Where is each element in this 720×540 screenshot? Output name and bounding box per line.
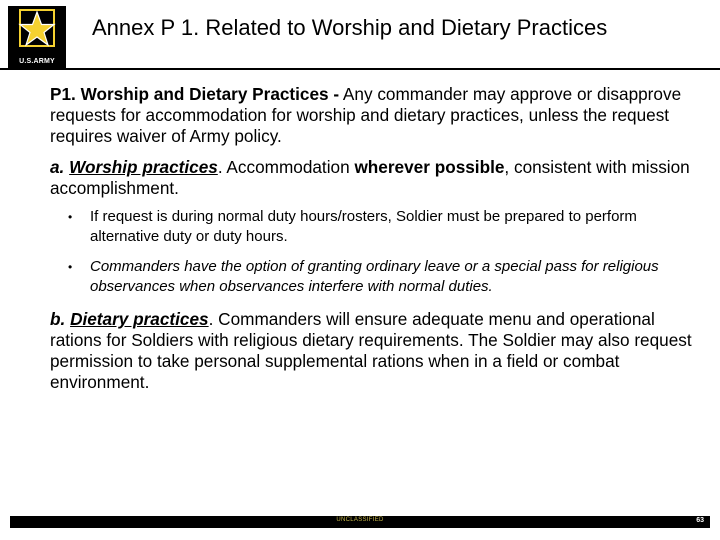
list-item <box>68 257 700 297</box>
bullet-text: If request is during normal duty hours/rosters, Soldier must be prepared to perform alternative duty or duty hours. <box>90 208 637 245</box>
bullet-icon: • <box>68 210 73 224</box>
slide-title: Annex P 1. Related to Worship and Dietary Practices <box>92 15 608 40</box>
section-b-paragraph <box>50 309 700 393</box>
title-divider <box>0 68 720 70</box>
footer-bar <box>10 516 710 528</box>
bullet-icon: • <box>68 260 73 274</box>
list-item <box>68 207 700 247</box>
section-a-label: a. <box>50 157 65 177</box>
section-a-bold: wherever possible <box>354 157 505 177</box>
bullet-text: Commanders have the option of granting ordinary leave or a special pass for religious observances when observances interfere with normal duties. <box>90 258 659 295</box>
section-a-text-1: . Accommodation <box>217 157 355 177</box>
section-a-paragraph <box>50 157 700 199</box>
section-b-heading: Dietary practices <box>70 309 209 329</box>
section-a-bullets <box>68 207 700 297</box>
section-b-label: b. <box>50 309 66 329</box>
section-a-heading: Worship practices <box>69 157 218 177</box>
intro-text: Any commander may approve or disapprove requests for accommodation for worship and dietary practices, unless the request requires waiver of Army policy. <box>50 84 682 146</box>
slide-content <box>50 84 700 403</box>
army-logo <box>8 6 66 68</box>
section-b-text: . Commanders will ensure adequate menu and operational rations for Soldiers with religious dietary requirements. The Soldier may also request permission to take personal supplemental rations when in a field or combat environment. <box>50 309 692 392</box>
intro-paragraph <box>50 84 700 147</box>
section-a-text-2: , consistent with mission accomplishment. <box>50 157 690 198</box>
page-number: 63 <box>696 517 704 524</box>
classification-label: UNCLASSIFIED <box>336 517 384 523</box>
intro-bold: P1. Worship and Dietary Practices - <box>50 84 340 104</box>
army-logo-text: U.S.ARMY <box>19 58 55 65</box>
army-star-icon <box>8 6 66 56</box>
